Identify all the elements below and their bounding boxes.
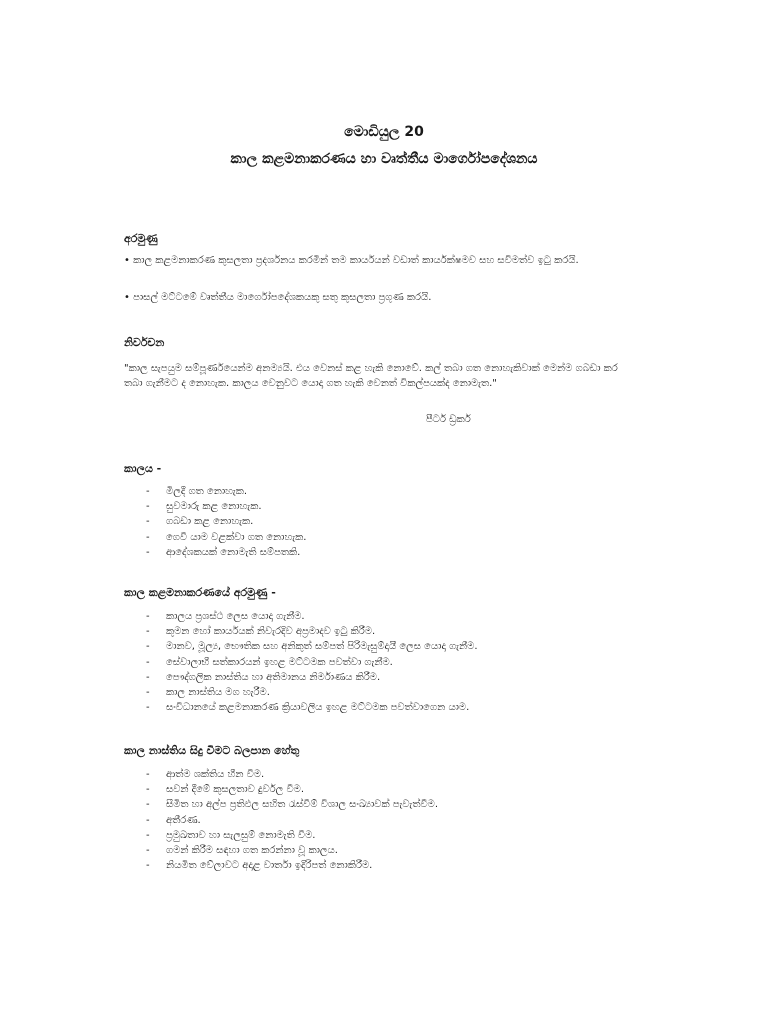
list-item: - මානව, මූල්‍ය, භෞතික සහ අනිකුත් සම්පත් පිරිමැසුම්දායී ලෙස යොදා ගැනීම. bbox=[146, 641, 478, 653]
list-item: - කාලය ප්‍රශස්ථ ලෙස යොදා ගැනීම. bbox=[146, 611, 305, 622]
list-item: - මිලදී ගත නොහැක. bbox=[146, 486, 248, 497]
definition-heading: නිර්වචන bbox=[124, 336, 165, 349]
list-item: - අතීරණ. bbox=[146, 814, 201, 826]
definition-quote: "කාල සැපයුම සම්පූර්ණයෙන්ම අනම්‍යයි. එය වෙනස් කළ හැකි නොවේ. කල් තබා ගත නොහැකිවාක් මෙන්ම ගබඩා කර තබා ගැනීමට ද නොහැක. කාලය වෙනුවට යොදා ගත හැකි වෙනත් විකල්පයක්ද නොමැත." bbox=[124, 363, 618, 389]
quote-author: පීටර් ඩ්‍රකර් bbox=[426, 414, 471, 425]
list-item: - ආදේශකයක් නොමැති සම්පතකි. bbox=[146, 546, 301, 558]
module-title: මොඩියුල 20 bbox=[344, 124, 424, 140]
list-item: - ගබඩා කළ නොහැක. bbox=[146, 516, 254, 528]
objective-item: • කාල කළමනාකරණ කුසලතා ප්‍රදර්ශනය කරමින් තම කාර්යයන් වඩාත් කාර්යක්ෂමව සහ සවිමත්ව ඉටු කරයි. bbox=[124, 255, 579, 266]
tm-objectives-heading: කාල කළමනාකරණයේ අරමුණු - bbox=[124, 586, 276, 599]
list-item: - පෞද්ගලික නාස්තිය හා අතිමානය නිර්මාණය කිරීම. bbox=[146, 671, 381, 683]
list-item: - ගමන් කිරීම සඳහා ගත කරන්නා වූ කාලය. bbox=[146, 845, 338, 857]
list-item: - ප්‍රමුඛතාව හා සැලසුම් නොමැති වීම. bbox=[146, 829, 316, 841]
list-item: - සංවිධානයේ කළමනාකරණ ක්‍රියාවලිය ඉහළ මට්ටමක පවත්වාගෙන යාම. bbox=[146, 702, 470, 714]
list-item: - ගෙවී යාම වළක්වා ගත නොහැක. bbox=[146, 531, 307, 543]
list-item: - සවන් දීමේ කුසලතාව දුර්වල වීම. bbox=[146, 784, 305, 796]
list-item: - නියමිත වේලාවට අදාළ වාර්තා ඉදිරිපත් නොකිරීම. bbox=[146, 860, 373, 872]
list-item: - සීමිත හා අල්ප ප්‍රතිඵල සහිත රැස්වීම් විශාල සංඛ්‍යාවක් පැවැත්වීම. bbox=[146, 799, 439, 811]
list-item: - කාල නාස්තිය මග හැරීම. bbox=[146, 687, 270, 699]
list-item: - කුමන හෝ කාර්යයක් නිවැරදිව අප්‍රමාදව ඉටු කිරීම. bbox=[146, 626, 376, 638]
list-item: - සේවාලාභී සත්කාරයන් ඉහළ මට්ටමක පවත්වා ගැනීම. bbox=[146, 656, 393, 668]
tm-objectives-list bbox=[146, 609, 478, 715]
time-heading: කාලය - bbox=[124, 462, 162, 475]
time-list bbox=[146, 484, 306, 560]
waste-causes-heading: කාල නාස්තිය සිදු වීමට බලපාන හේතු bbox=[124, 744, 300, 757]
objective-item: • පාසල් මට්ටමේ වෘත්තීය මාර්ගෝපදේශකයකු සතු කුසලතා ප්‍රගුණ කරයි. bbox=[124, 292, 432, 303]
list-item: - ආත්ම ශක්තිය හීන වීම. bbox=[146, 769, 265, 780]
page-title: කාල කළමනාකරණය හා වෘත්තීය මාර්ගෝපදේශනය bbox=[230, 151, 538, 167]
list-item: - සුවමාරු කළ නොහැක. bbox=[146, 501, 262, 513]
objectives-heading: අරමුණු bbox=[124, 232, 158, 245]
waste-causes-list bbox=[146, 767, 438, 873]
